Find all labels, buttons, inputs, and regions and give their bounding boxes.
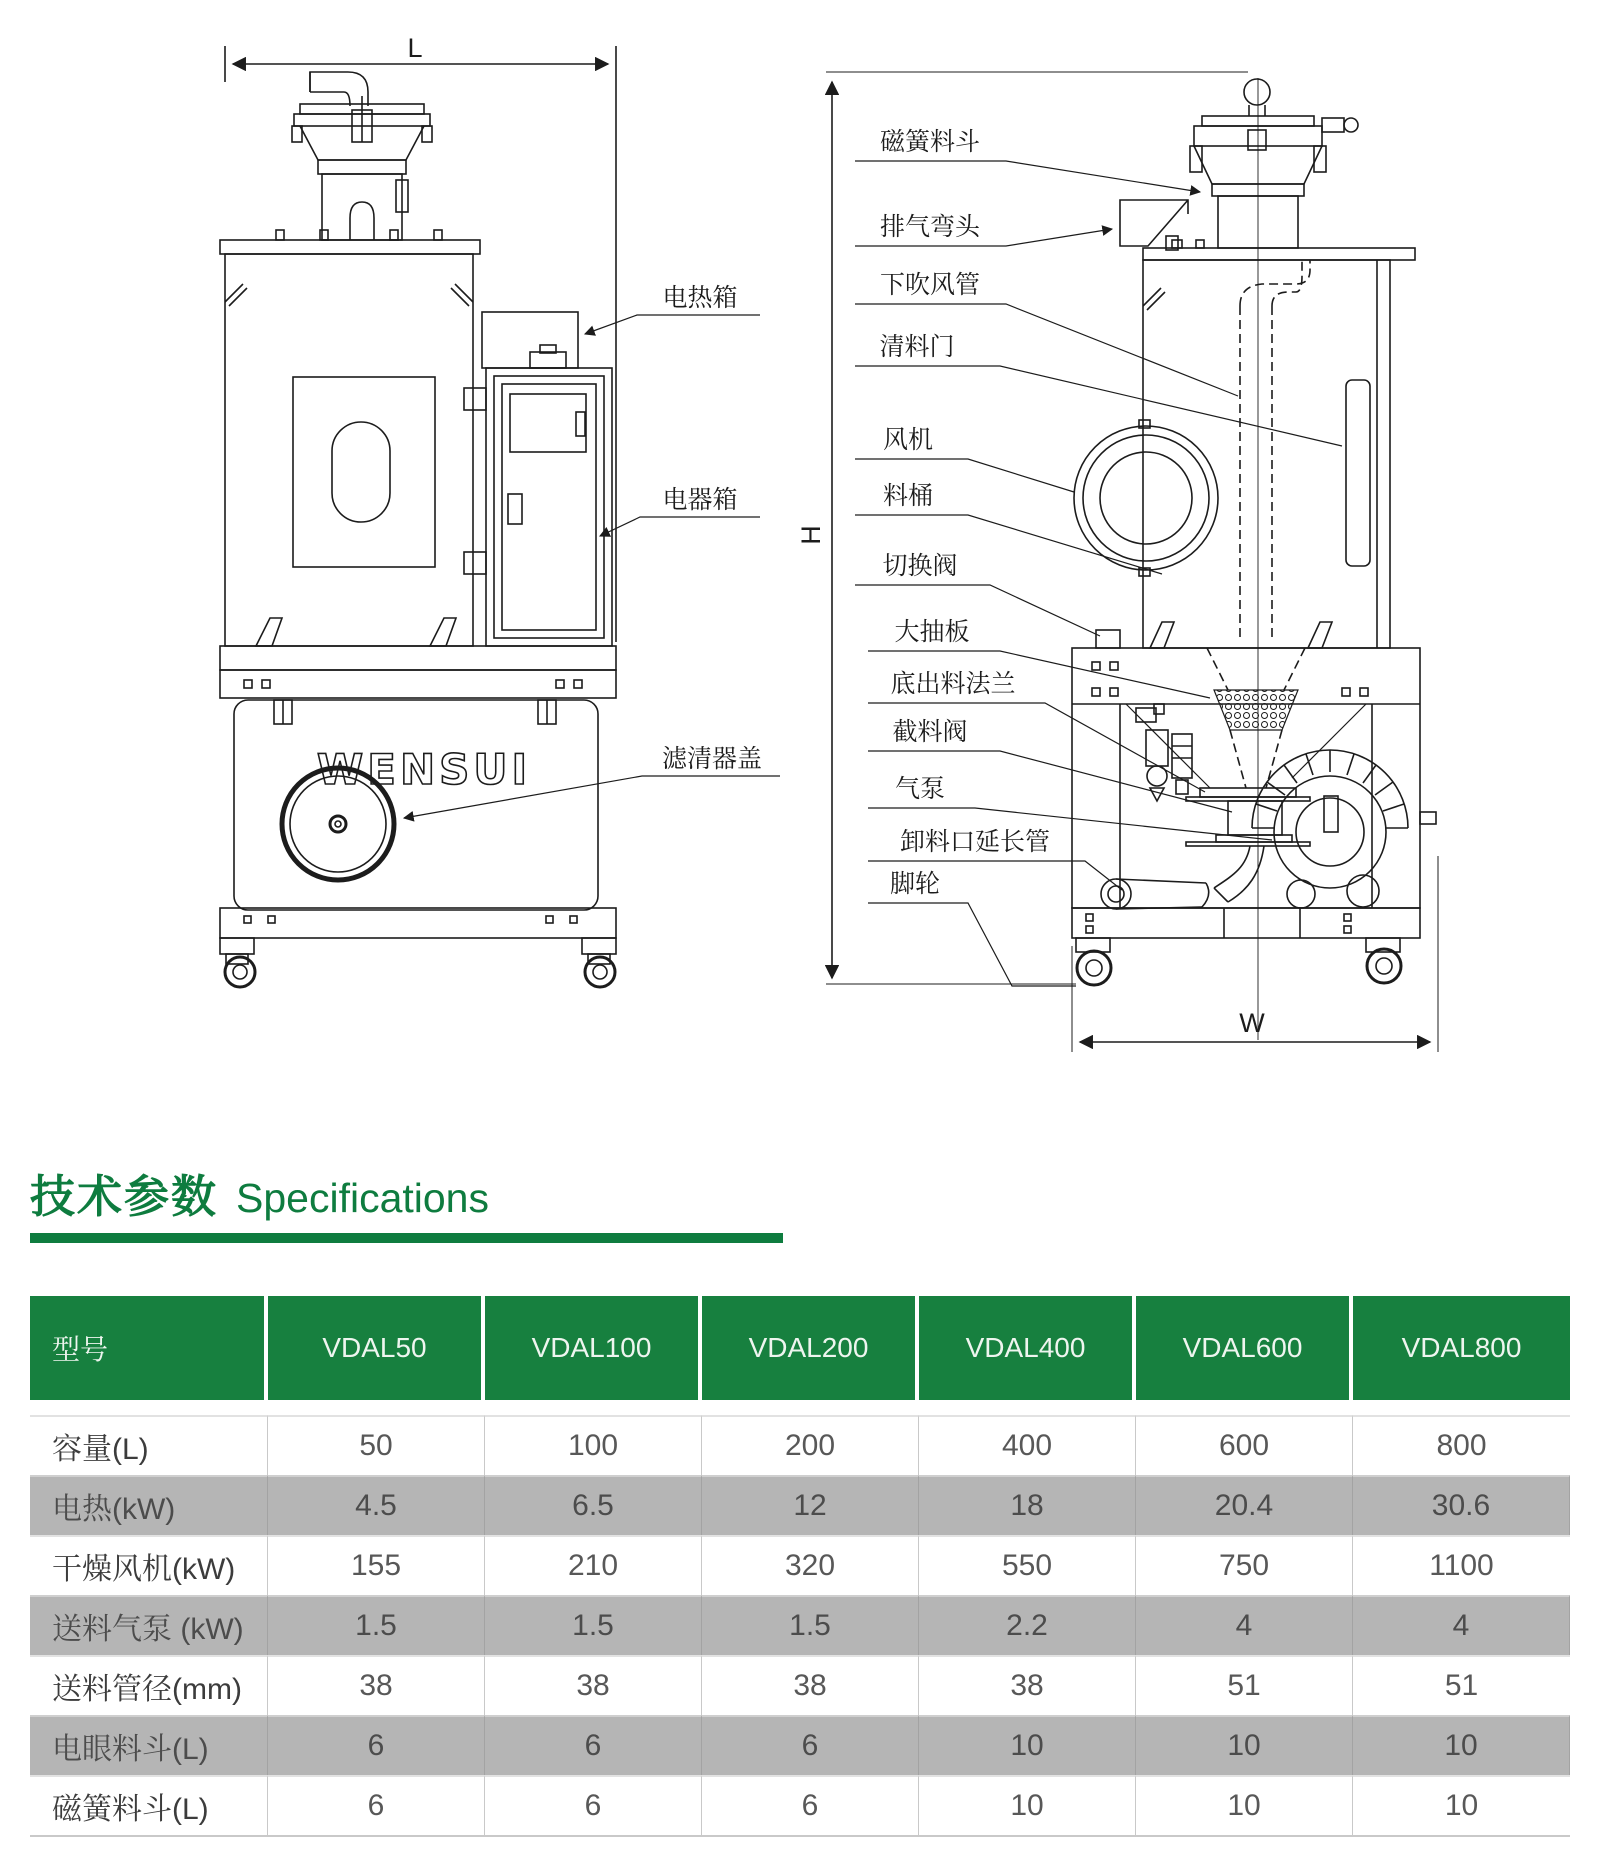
title-underline-bar bbox=[30, 1233, 783, 1243]
header-model: 型号 bbox=[30, 1296, 268, 1400]
table-row: 电热(kW) 4.5 6.5 12 18 20.4 30.6 bbox=[30, 1475, 1570, 1535]
label-magnetic-hopper: 磁簧料斗 bbox=[879, 129, 981, 156]
label-filter-cover: 滤清器盖 bbox=[661, 746, 763, 773]
label-air-pump: 气泵 bbox=[894, 776, 946, 803]
wensui-logo: WENSUI bbox=[316, 745, 532, 794]
label-bottom-discharge-flange: 底出料法兰 bbox=[890, 671, 1016, 698]
table-row: 送料气泵 (kW) 1.5 1.5 1.5 2.2 4 4 bbox=[30, 1595, 1570, 1655]
header-vdal800: VDAL800 bbox=[1353, 1296, 1570, 1400]
specifications-table bbox=[30, 1296, 1570, 1837]
front-view-leaders bbox=[404, 315, 780, 818]
label-heater-box: 电热箱 bbox=[662, 285, 738, 312]
label-discharge-extension-pipe: 卸料口延长管 bbox=[899, 829, 1051, 856]
header-vdal600: VDAL600 bbox=[1136, 1296, 1353, 1400]
table-row: 干燥风机(kW) 155 210 320 550 750 1100 bbox=[30, 1535, 1570, 1595]
label-caster: 脚轮 bbox=[889, 871, 941, 898]
header-vdal400: VDAL400 bbox=[919, 1296, 1136, 1400]
label-fan: 风机 bbox=[882, 427, 934, 454]
label-switch-valve: 切换阀 bbox=[882, 553, 958, 580]
screen-plate-hatch bbox=[1214, 690, 1298, 730]
label-electric-box: 电器箱 bbox=[662, 487, 738, 514]
dim-L-label: L bbox=[407, 33, 423, 63]
table-row: 磁簧料斗(L) 6 6 6 10 10 10 bbox=[30, 1775, 1570, 1835]
header-vdal200: VDAL200 bbox=[702, 1296, 919, 1400]
table-row: 送料管径(mm) 38 38 38 38 51 51 bbox=[30, 1655, 1570, 1715]
table-row: 容量(L) 50 100 200 400 600 800 bbox=[30, 1415, 1570, 1475]
dim-W-label: W bbox=[1239, 1008, 1265, 1038]
section-title bbox=[30, 1160, 1570, 1225]
header-vdal100: VDAL100 bbox=[485, 1296, 702, 1400]
header-vdal50: VDAL50 bbox=[268, 1296, 485, 1400]
label-barrel: 料桶 bbox=[882, 483, 934, 510]
label-cutoff-valve: 截料阀 bbox=[892, 719, 968, 746]
table-header-row bbox=[30, 1296, 1570, 1400]
section-title-zh: 技术参数 bbox=[30, 1171, 219, 1222]
label-big-draw-plate: 大抽板 bbox=[894, 619, 970, 646]
section-title-en: Specifications bbox=[236, 1175, 489, 1221]
label-clean-door: 清料门 bbox=[879, 334, 955, 361]
label-down-blow-pipe: 下吹风管 bbox=[879, 272, 981, 299]
table-body bbox=[30, 1415, 1570, 1837]
front-view-drawing bbox=[220, 46, 616, 987]
table-row: 电眼料斗(L) 6 6 6 10 10 10 bbox=[30, 1715, 1570, 1775]
dim-H-label: H bbox=[796, 525, 826, 545]
label-exhaust-elbow: 排气弯头 bbox=[879, 214, 981, 241]
